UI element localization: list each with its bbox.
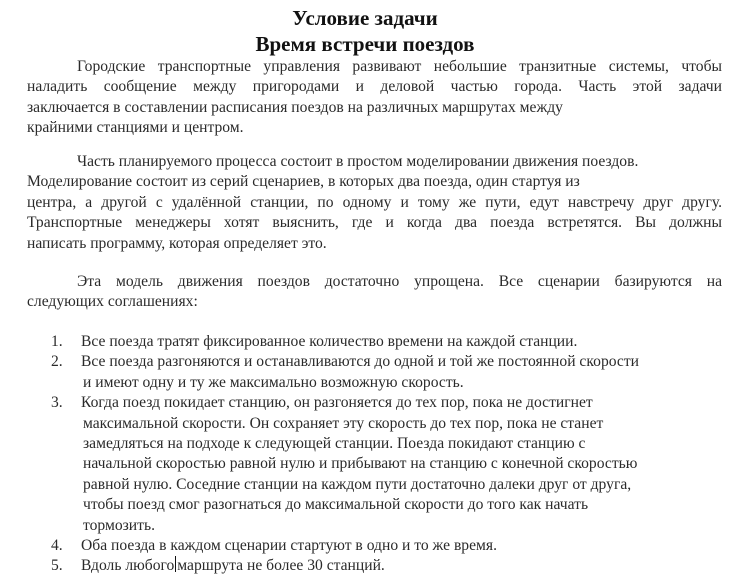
- list-item-line: максимальной скорости. Он сохраняет эту скорость до тех пор, пока не станет: [83, 414, 604, 432]
- list-item: [27, 536, 722, 556]
- list-item-line: начальной скоростью равной нулю и прибывают на станцию с конечной скоростью: [83, 455, 638, 473]
- list-item-number: 5.: [51, 557, 63, 575]
- list-item: [27, 556, 722, 576]
- paragraph-line: Моделирование состоит из серий сценариев, в которых два поезда, один стартуя из: [27, 173, 580, 191]
- paragraph-line: крайними станциями и центром.: [27, 119, 244, 137]
- paragraph-line: написать программу, которая определяет это.: [27, 234, 327, 252]
- list-item-number: 1.: [51, 333, 63, 350]
- paragraph-line: Городские транспортные управления развивают небольшие транзитные системы, чтобы: [77, 58, 722, 75]
- list-item-line: равной нулю. Соседние станции на каждом пути достаточно далеки друг от друга,: [83, 475, 632, 493]
- list-item: [27, 393, 722, 536]
- list-item: [27, 332, 722, 352]
- paragraph-assumptions: [27, 272, 722, 313]
- list-item-line: тормозить.: [83, 516, 155, 534]
- list-item-line: Оба поезда в каждом сценарии стартуют в одно и то же время.: [81, 537, 497, 555]
- paragraph-line: Транспортные менеджеры хотят выяснить, где и когда два поезда встретятся. Вы должны: [27, 214, 722, 232]
- paragraph-simulation: [27, 152, 722, 254]
- paragraph-line: Эта модель движения поездов достаточно упрощена. Все сценарии базируются на: [77, 273, 722, 290]
- list-item-line: Все поезда тратят фиксированное количество времени на каждой станции.: [81, 333, 578, 350]
- list-item: [27, 352, 722, 393]
- assumptions-list: [27, 332, 722, 577]
- list-item-line: Все поезда разгоняются и останавливаются до одной и той же постоянной скорости: [81, 353, 640, 371]
- list-item-text-before-caret: Вдоль любого: [81, 557, 175, 575]
- paragraph-line: Часть планируемого процесса состоит в простом моделировании движения поездов.: [77, 153, 639, 170]
- paragraph-line: наладить сообщение между пригородами и деловой частью города. Часть этой задачи: [27, 78, 722, 96]
- list-item-number: 2.: [51, 353, 63, 371]
- list-item-line: чтобы поезд смог разогнаться до максимальной скорости до того как начать: [83, 496, 589, 514]
- document-title: Условие задачи: [292, 6, 438, 30]
- list-item-text-after-caret: маршрута не более 30 станций.: [177, 557, 385, 575]
- paragraph-line: заключается в составлении расписания поездов на различных маршрутах между: [27, 98, 563, 116]
- paragraph-intro: [27, 57, 722, 139]
- list-item-line: замедляться на подходе к следующей станции. Поезда покидают станцию с: [83, 435, 586, 453]
- document-subtitle: Время встречи поездов: [255, 32, 475, 56]
- list-item-number: 4.: [51, 537, 63, 555]
- list-item-line[interactable]: [81, 556, 722, 576]
- list-item-line: Когда поезд покидает станцию, он разгоняется до тех пор, пока не достигнет: [81, 394, 593, 412]
- paragraph-line: следующих соглашениях:: [27, 293, 198, 311]
- list-item-line: и имеют одну и ту же максимально возможную скорость.: [83, 373, 464, 391]
- list-item-number: 3.: [51, 394, 63, 412]
- paragraph-line: центра, а другой с удалённой станции, по одному и тому же пути, едут навстречу друг другу.: [27, 193, 722, 211]
